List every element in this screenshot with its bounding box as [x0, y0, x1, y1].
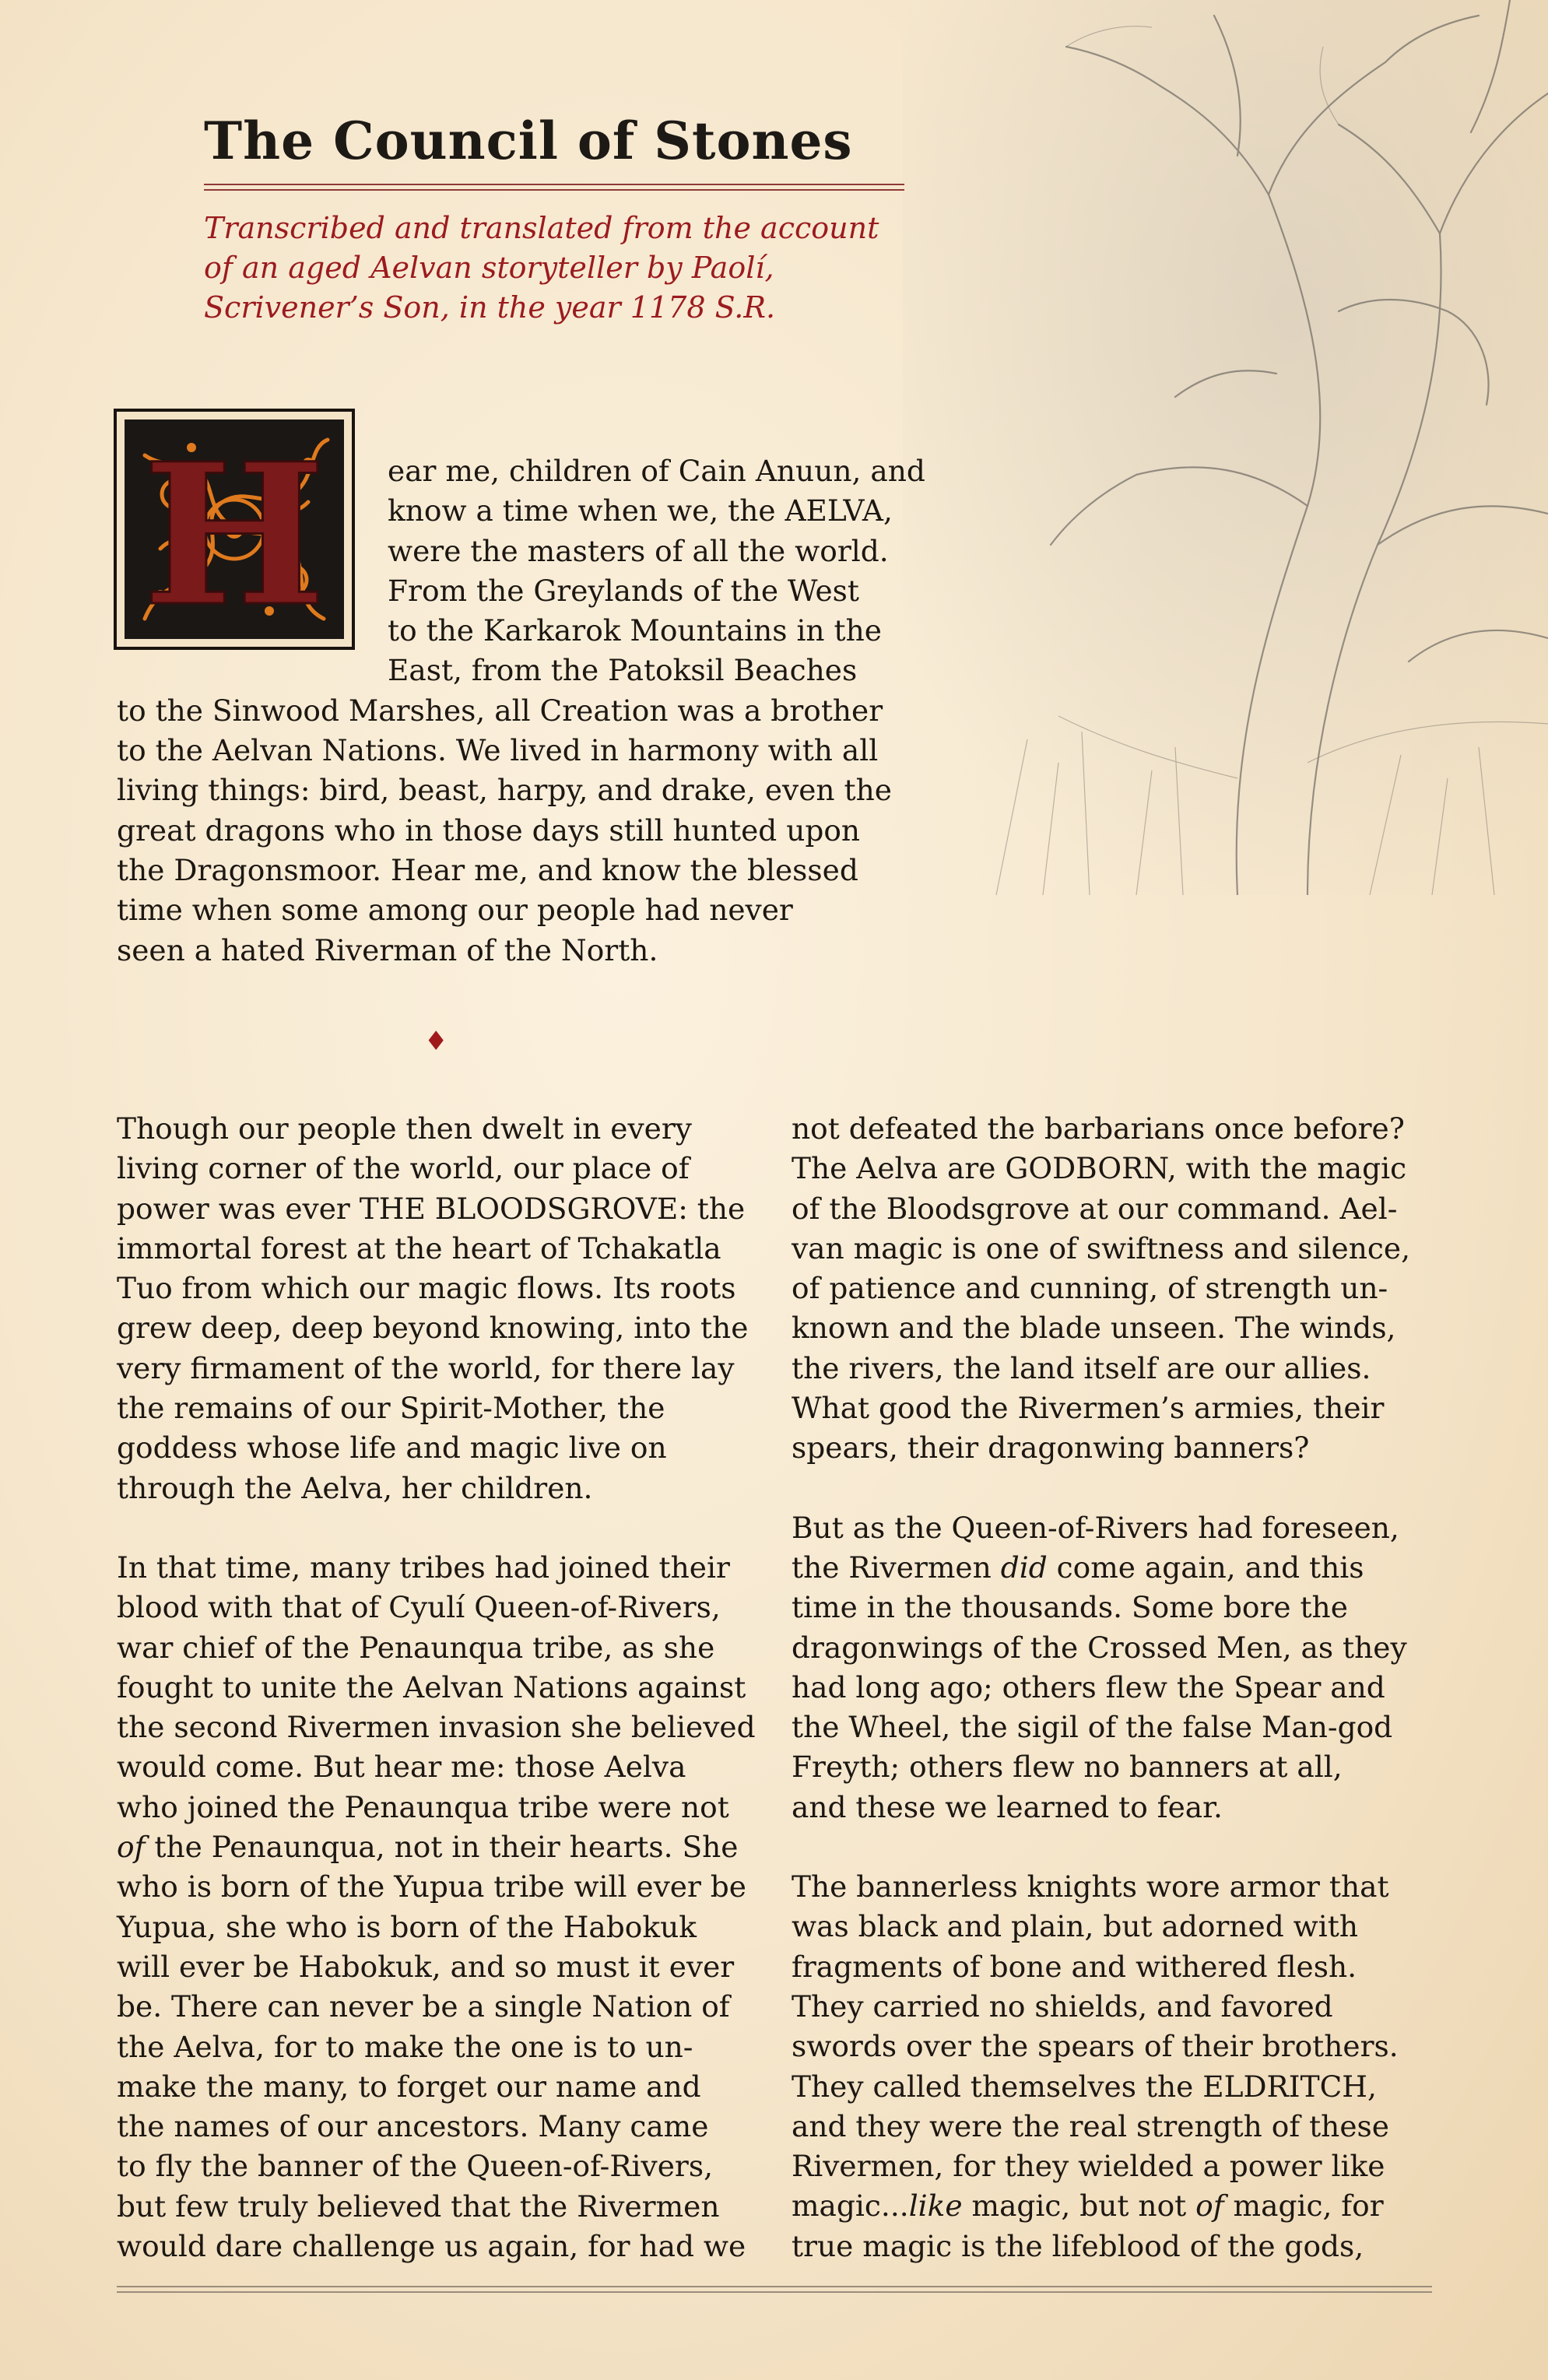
text-run: magic, for — [1223, 2189, 1384, 2224]
text-line: great dragons who in those days still hunted upon — [117, 813, 861, 848]
text-line: and these we learned to fear. — [792, 1789, 1223, 1824]
subtitle-line: Scrivener’s Son, in the year 1178 S.R. — [204, 290, 776, 325]
text-run: magic, but not — [962, 2189, 1196, 2224]
text-line: But as the Queen-of-Rivers had foreseen, — [792, 1510, 1399, 1545]
text-line: seen a hated Riverman of the North. — [117, 932, 658, 967]
text-line: will ever be Habokuk, and so must it ever — [117, 1949, 735, 1984]
right-column — [792, 1109, 1453, 2266]
text-line: From the Greylands of the West — [388, 573, 859, 608]
text-line: had long ago; others flew the Spear and — [792, 1669, 1385, 1704]
subtitle — [204, 209, 904, 328]
text-line: known and the blade unseen. The winds, — [792, 1311, 1396, 1346]
text-line: the second Rivermen invasion she believed — [117, 1710, 756, 1745]
paragraph-gap — [117, 1508, 778, 1548]
subtitle-line: of an aged Aelvan storyteller by Paolí, — [204, 251, 774, 285]
text-line: time when some among our people had never — [117, 893, 793, 928]
text-line: the names of our ancestors. Many came — [117, 2109, 709, 2144]
text-line: They carried no shields, and favored — [792, 1989, 1333, 2024]
text-line: the Dragonsmoor. Hear me, and know the blessed — [117, 852, 858, 887]
left-column — [117, 1109, 778, 2266]
emphasis: did — [1000, 1550, 1048, 1585]
paragraph-gap — [792, 1469, 1453, 1508]
text-line: make the many, to forget our name and — [117, 2069, 701, 2104]
text-line: very firmament of the world, for there lay — [117, 1350, 735, 1385]
text-line: time in the thousands. Some bore the — [792, 1590, 1348, 1625]
page-title: The Council of Stones — [204, 111, 853, 171]
text-line: swords over the spears of their brothers. — [792, 2029, 1399, 2064]
text-line: spears, their dragonwing banners? — [792, 1430, 1310, 1466]
text-line: who is born of the Yupua tribe will ever be — [117, 1869, 746, 1904]
text-line: the Wheel, the sigil of the false Man-god — [792, 1710, 1393, 1745]
text-line — [792, 1548, 1453, 1588]
text-line: through the Aelva, her children. — [117, 1470, 593, 1505]
text-line: fragments of bone and withered flesh. — [792, 1949, 1357, 1984]
text-line: East, from the Patoksil Beaches — [388, 653, 858, 688]
text-line: Tuo from which our magic flows. Its roots — [117, 1271, 736, 1306]
text-line: war chief of the Penaunqua tribe, as she — [117, 1630, 715, 1665]
subtitle-line: Transcribed and translated from the account — [204, 211, 879, 245]
text-line: the Aelva, for to make the one is to un- — [117, 2029, 693, 2064]
text-line: van magic is one of swiftness and silence, — [792, 1230, 1410, 1265]
text-run: the Penaunqua, not in their hearts. She — [145, 1830, 739, 1865]
text-line: of the Bloodsgrove at our command. Ael- — [792, 1191, 1398, 1226]
footer-double-rule — [117, 2286, 1432, 2294]
text-line: and they were the real strength of these — [792, 2108, 1389, 2143]
text-line: to fly the banner of the Queen-of-Rivers, — [117, 2149, 714, 2184]
text-line: power was ever THE BLOODSGROVE: the — [117, 1191, 746, 1226]
text-line: would come. But hear me: those Aelva — [117, 1750, 686, 1785]
text-line: Freyth; others flew no banners at all, — [792, 1750, 1343, 1785]
diamond-divider-icon: ♦ — [424, 1026, 448, 1057]
text-line: blood with that of Cyulí Queen-of-Rivers, — [117, 1590, 721, 1625]
text-line: Rivermen, for they wielded a power like — [792, 2149, 1385, 2184]
text-line: ear me, children of Cain Anuun, and — [388, 454, 925, 488]
intro-paragraph — [117, 451, 942, 971]
emphasis: like — [908, 2189, 963, 2224]
text-line — [117, 1827, 778, 1867]
text-line: to the Sinwood Marshes, all Creation was a brother — [117, 693, 883, 728]
text-line: to the Karkarok Mountains in the — [388, 613, 882, 648]
text-line: Yupua, she who is born of the Habokuk — [117, 1909, 697, 1944]
text-line: not defeated the barbarians once before? — [792, 1111, 1405, 1146]
text-line: fought to unite the Aelvan Nations against — [117, 1669, 746, 1704]
text-line: In that time, many tribes had joined their — [117, 1550, 730, 1585]
tree-sketch-illustration — [903, 0, 1548, 895]
dropcap-letter: H — [142, 420, 327, 649]
text-run: come again, and this — [1047, 1550, 1364, 1585]
text-line: be. There can never be a single Nation of — [117, 1989, 730, 2024]
text-line: The Aelva are GODBORN, with the magic — [792, 1151, 1407, 1186]
text-line: would dare challenge us again, for had we — [117, 2229, 746, 2264]
text-line: living things: bird, beast, harpy, and drake, even the — [117, 773, 892, 808]
text-line: know a time when we, the AELVA, — [388, 493, 893, 528]
text-run: the Rivermen — [792, 1550, 1001, 1585]
text-line: the remains of our Spirit-Mother, the — [117, 1391, 665, 1426]
text-line: Though our people then dwelt in every — [117, 1111, 692, 1146]
text-line: true magic is the lifeblood of the gods, — [792, 2228, 1364, 2263]
text-run: magic... — [792, 2189, 909, 2224]
text-line: immortal forest at the heart of Tchakatla — [117, 1230, 721, 1265]
text-line: to the Aelvan Nations. We lived in harmony with all — [117, 733, 879, 768]
emphasis: of — [1195, 2189, 1224, 2224]
text-line: What good the Rivermen’s armies, their — [792, 1391, 1385, 1426]
text-line: living corner of the world, our place of — [117, 1151, 690, 1186]
text-line: goddess whose life and magic live on — [117, 1430, 667, 1466]
text-line: dragonwings of the Crossed Men, as they — [792, 1630, 1407, 1665]
text-line: was black and plain, but adorned with — [792, 1909, 1358, 1944]
text-line: were the masters of all the world. — [388, 533, 889, 568]
text-line: They called themselves the ELDRITCH, — [792, 2069, 1377, 2104]
text-line: grew deep, deep beyond knowing, into the — [117, 1311, 749, 1346]
text-line: who joined the Penaunqua tribe were not — [117, 1789, 729, 1824]
text-line — [792, 2186, 1453, 2226]
title-double-rule — [204, 184, 904, 191]
text-line: The bannerless knights wore armor that — [792, 1869, 1389, 1904]
text-line: of patience and cunning, of strength un- — [792, 1271, 1388, 1306]
text-line: but few truly believed that the Rivermen — [117, 2189, 720, 2224]
emphasis: of — [117, 1830, 146, 1865]
text-line: the rivers, the land itself are our allies. — [792, 1350, 1371, 1385]
paragraph-gap — [792, 1827, 1453, 1867]
